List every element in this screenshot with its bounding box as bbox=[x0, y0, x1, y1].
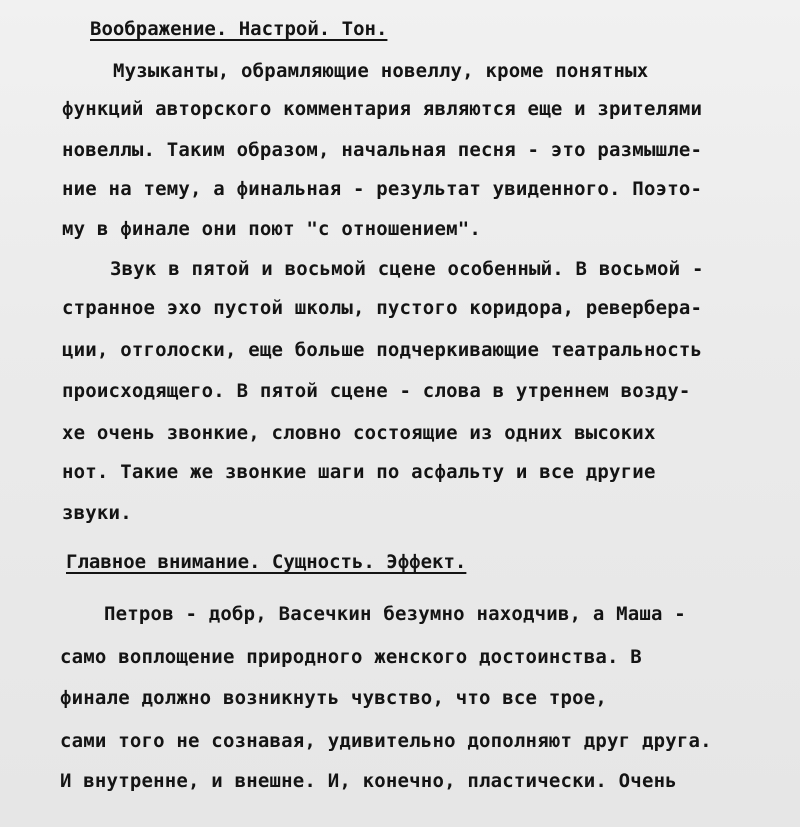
text-line: новеллы. Таким образом, начальная песня - это размышле- bbox=[62, 139, 703, 161]
text-line: сами того не сознавая, удивительно дополняют друг друга. bbox=[60, 730, 712, 752]
text-line: само воплощение природного женского достоинства. В bbox=[60, 646, 642, 668]
text-line: ции, отголоски, еще больше подчеркивающие театральность bbox=[62, 339, 703, 361]
section-heading-imagination: Воображение. Настрой. Тон. bbox=[90, 18, 388, 40]
text-line: звуки. bbox=[62, 502, 132, 524]
text-line: странное эхо пустой школы, пустого коридора, ревербера- bbox=[62, 297, 703, 319]
text-line: му в финале они поют "с отношением". bbox=[62, 218, 482, 240]
text-line: Звук в пятой и восьмой сцене особенный. В восьмой - bbox=[110, 258, 704, 280]
text-line: хе очень звонкие, словно состоящие из одних высоких bbox=[62, 422, 656, 444]
text-line: ние на тему, а финальная - результат увиденного. Поэто- bbox=[62, 178, 703, 200]
text-line: происходящего. В пятой сцене - слова в утреннем возду- bbox=[62, 380, 691, 402]
text-line: Музыканты, обрамляющие новеллу, кроме понятных bbox=[113, 60, 649, 82]
text-line: функций авторского комментария являются еще и зрителями bbox=[62, 98, 703, 120]
text-line: И внутренне, и внешне. И, конечно, пластически. Очень bbox=[60, 770, 677, 792]
text-line: финале должно возникнуть чувство, что все трое, bbox=[60, 687, 608, 709]
text-line: нот. Такие же звонкие шаги по асфальту и все другие bbox=[62, 461, 656, 483]
section-heading-main-attention: Главное внимание. Сущность. Эффект. bbox=[66, 551, 467, 573]
text-line: Петров - добр, Васечкин безумно находчив, а Маша - bbox=[104, 603, 686, 625]
